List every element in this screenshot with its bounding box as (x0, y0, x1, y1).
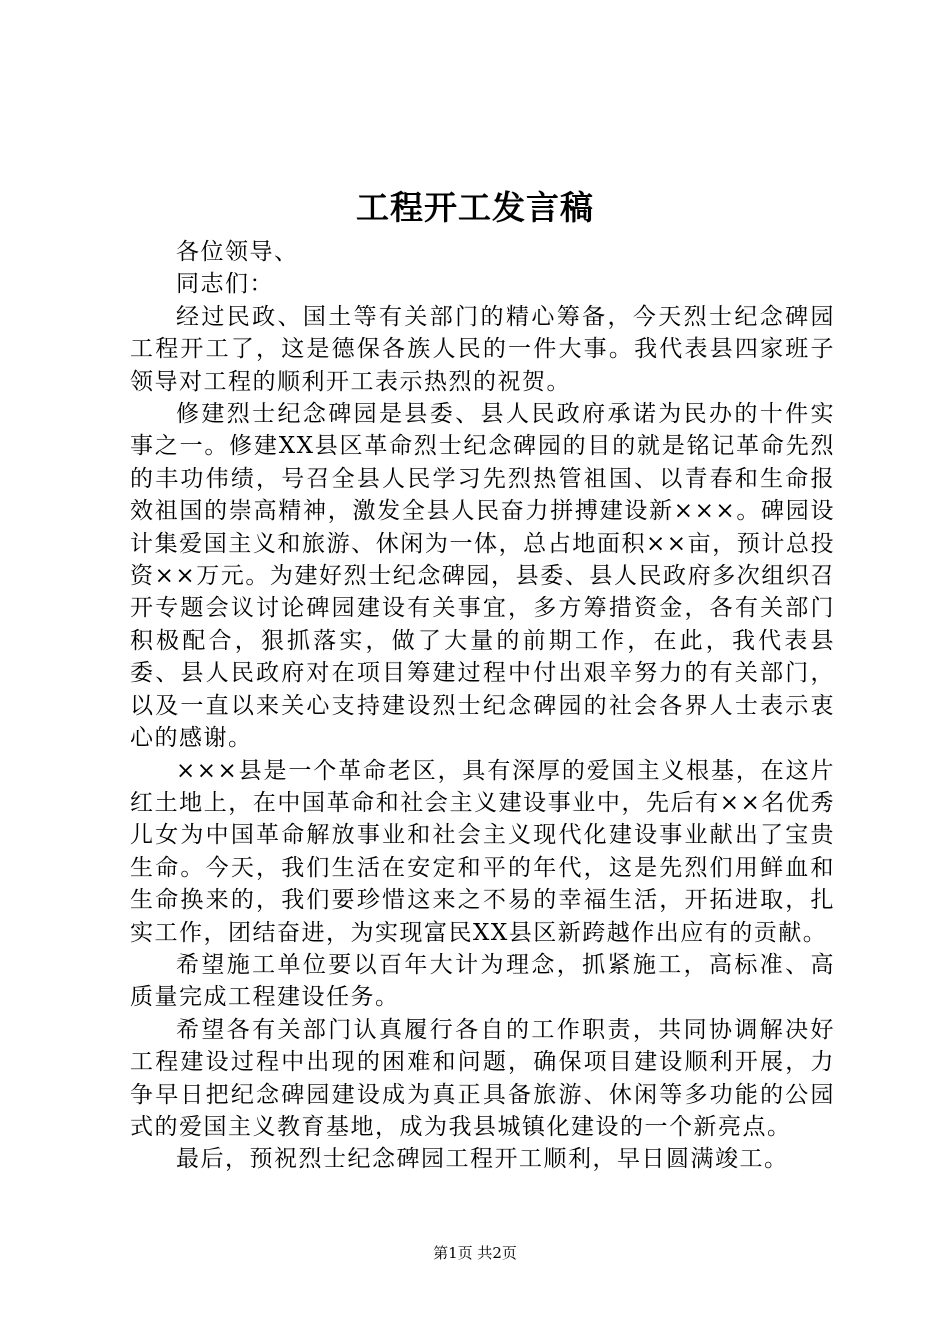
paragraph-construction-unit: 希望施工单位要以百年大计为理念，抓紧施工，高标准、高质量完成工程建设任务。 (130, 951, 835, 1011)
paragraph-opening: 经过民政、国土等有关部门的精心筹备，今天烈士纪念碑园工程开工了，这是德保各族人民的一件大事。我代表县四家班子领导对工程的顺利开工表示热烈的祝贺。 (130, 303, 835, 395)
page-number: 第1页 共2页 (433, 1244, 517, 1262)
paragraph-closing: 最后，预祝烈士纪念碑园工程开工顺利，早日圆满竣工。 (176, 1146, 789, 1173)
document-title: 工程开工发言稿 (356, 188, 594, 227)
paragraph-departments: 希望各有关部门认真履行各自的工作职责，共同协调解决好工程建设过程中出现的困难和问题，确保项目建设顺利开展，力争早日把纪念碑园建设成为真正具备旅游、休闲等多功能的公园式的爱国主义教育基地，成为我县城镇化建设的一个新亮点。 (130, 1016, 835, 1140)
paragraph-project-purpose: 修建烈士纪念碑园是县委、县人民政府承诺为民办的十件实事之一。修建XX县区革命烈士纪念碑园的目的就是铭记革命先烈的丰功伟绩，号召全县人民学习先烈热管祖国、以青春和生命报效祖国的崇高精神，激发全县人民奋力拼搏建设新×××。碑园设计集爱国主义和旅游、休闲为一体，总占地面积××亩，预计总投资××万元。为建好烈士纪念碑园，县委、县人民政府多次组织召开专题会议讨论碑园建设有关事宜，多方筹措资金，各有关部门积极配合，狠抓落实，做了大量的前期工作，在此，我代表县委、县人民政府对在项目筹建过程中付出艰辛努力的有关部门，以及一直以来关心支持建设烈士纪念碑园的社会各界人士表示衷心的感谢。 (130, 401, 835, 752)
paragraph-revolutionary-history: ×××县是一个革命老区，具有深厚的爱国主义根基，在这片红土地上，在中国革命和社会主义建设事业中，先后有××名优秀儿女为中国革命解放事业和社会主义现代化建设事业献出了宝贵生命。今天，我们生活在安定和平的年代，这是先烈们用鲜血和生命换来的，我们要珍惜这来之不易的幸福生活，开拓进取，扎实工作，团结奋进，为实现富民XX县区新跨越作出应有的贡献。 (130, 757, 835, 946)
salutation-comrades: 同志们： (176, 271, 274, 298)
salutation-leaders: 各位领导、 (176, 239, 299, 265)
document-body (130, 236, 835, 1176)
